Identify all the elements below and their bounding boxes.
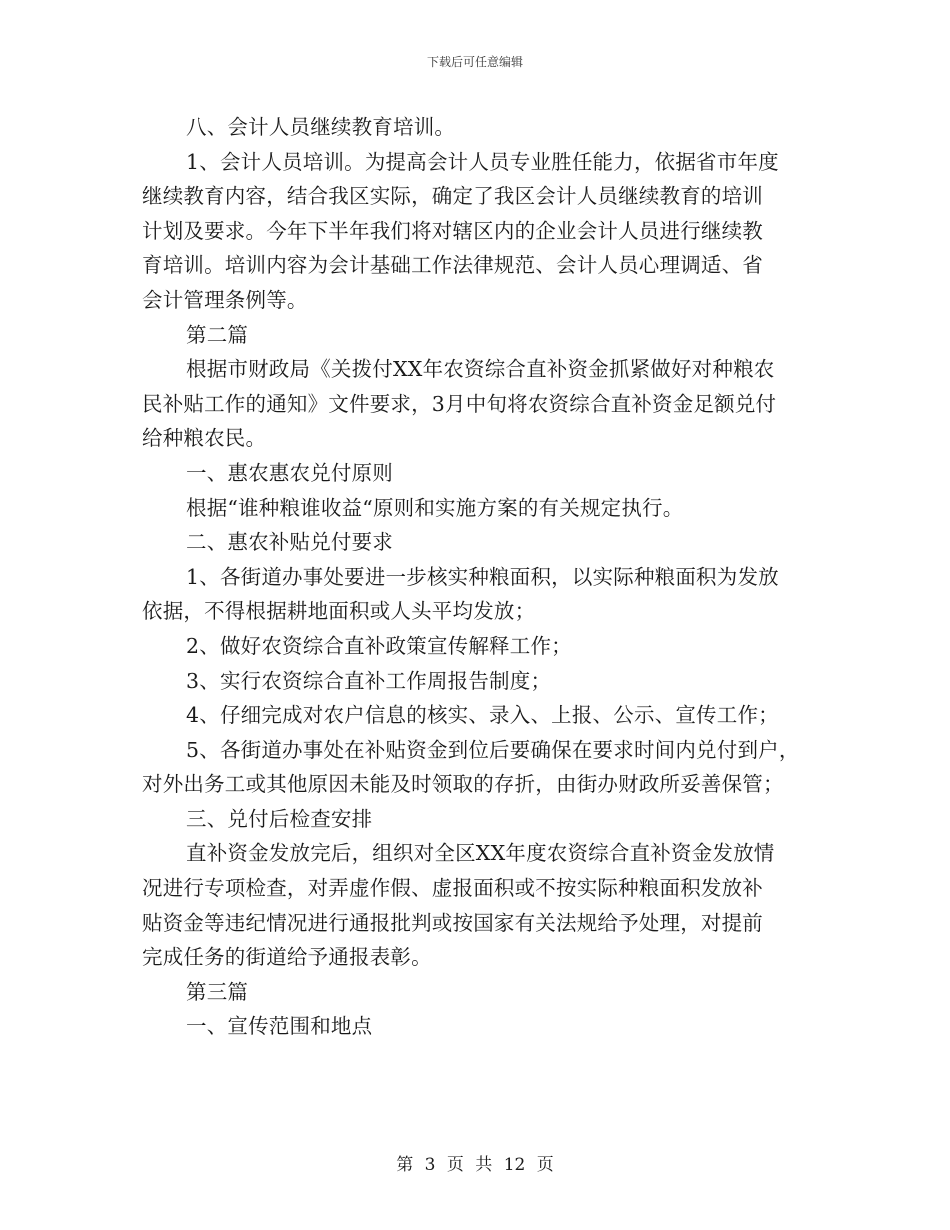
page-header-note: 下载后可任意编辑: [426, 55, 523, 69]
paragraph-line: 1、会计人员培训。为提高会计人员专业胜任能力，依据省市年度: [186, 149, 779, 174]
page-number: 第 3 页 共 12 页: [396, 1155, 554, 1175]
paragraph-line: 依据，不得根据耕地面积或人头平均发放；: [142, 599, 536, 624]
section-heading: 三、兑付后检查安排: [186, 806, 373, 831]
section-heading: 二、惠农补贴兑付要求: [186, 530, 393, 555]
paragraph-line: 给种粮农民。: [142, 426, 267, 451]
paragraph-line: 直补资金发放完后，组织对全区XX年度农资综合直补资金发放情: [186, 841, 775, 866]
paragraph-line: 育培训。培训内容为会计基础工作法律规范、会计人员心理调适、省: [142, 253, 763, 278]
paragraph-line: 5、各街道办事处在补贴资金到位后要确保在要求时间内兑付到户，: [186, 737, 800, 762]
paragraph-line: 况进行专项检查，对弄虚作假、虚报面积或不按实际种粮面积发放补: [142, 876, 763, 901]
paragraph-line: 3、实行农资综合直补工作周报告制度；: [186, 668, 552, 693]
section-heading: 一、宣传范围和地点: [186, 1014, 373, 1039]
paragraph-line: 4、仔细完成对农户信息的核实、录入、上报、公示、宣传工作；: [186, 703, 779, 728]
paragraph-line: 根据“谁种粮谁收益“原则和实施方案的有关规定执行。: [186, 495, 684, 520]
paragraph-line: 2、做好农资综合直补政策宣传解释工作；: [186, 633, 572, 658]
paragraph-line: 根据市财政局《关拨付XX年农资综合直补资金抓紧做好对种粮农: [186, 357, 775, 382]
part-heading: 第二篇: [186, 322, 249, 347]
paragraph-line: 贴资金等违纪情况进行通报批判或按国家有关法规给予处理，对提前: [142, 910, 763, 935]
paragraph-line: 会计管理条例等。: [142, 287, 308, 312]
paragraph-line: 继续教育内容，结合我区实际，确定了我区会计人员继续教育的培训: [142, 184, 763, 209]
paragraph-line: 计划及要求。今年下半年我们将对辖区内的企业会计人员进行继续教: [142, 218, 763, 243]
paragraph-line: 1、各街道办事处要进一步核实种粮面积，以实际种粮面积为发放: [186, 564, 779, 589]
paragraph-line: 对外出务工或其他原因未能及时领取的存折，由街办财政所妥善保管；: [142, 772, 784, 797]
document-body: [142, 110, 822, 1044]
paragraph-line: 完成任务的街道给予通报表彰。: [142, 945, 432, 970]
part-heading: 第三篇: [186, 979, 249, 1004]
section-heading: 八、会计人员继续教育培训。: [186, 115, 456, 139]
section-heading: 一、惠农惠农兑付原则: [186, 460, 393, 485]
paragraph-line: 民补贴工作的通知》文件要求，3月中旬将农资综合直补资金足额兑付: [142, 391, 777, 416]
